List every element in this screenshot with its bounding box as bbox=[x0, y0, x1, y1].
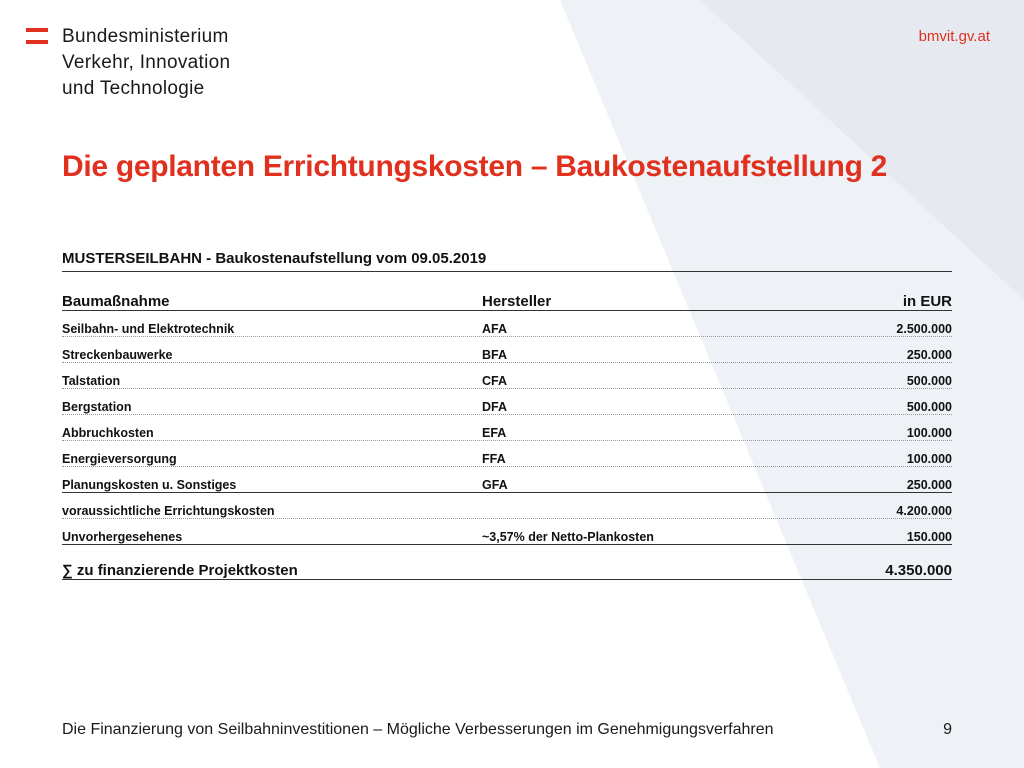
cell-amount: 500.000 bbox=[906, 400, 952, 414]
column-header: Hersteller bbox=[482, 293, 552, 310]
cell-manufacturer: FFA bbox=[482, 452, 506, 466]
austrian-flag-icon bbox=[26, 28, 48, 47]
subtotal-row bbox=[62, 493, 952, 519]
logo-line: Bundesministerium bbox=[62, 26, 229, 47]
cell-manufacturer: CFA bbox=[482, 374, 507, 388]
contingency-amount: 150.000 bbox=[906, 530, 952, 544]
column-header: Baumaßnahme bbox=[62, 293, 170, 310]
column-header: in EUR bbox=[902, 293, 952, 310]
contingency-note: ~3,57% der Netto-Plankosten bbox=[482, 530, 654, 544]
total-amount: 4.350.000 bbox=[885, 562, 952, 579]
table-row bbox=[62, 415, 952, 441]
cell-manufacturer: DFA bbox=[482, 400, 507, 414]
cell-amount: 500.000 bbox=[906, 374, 952, 388]
cell-measure: Talstation bbox=[62, 374, 121, 388]
cell-amount: 2.500.000 bbox=[896, 322, 952, 336]
ministry-name bbox=[62, 24, 302, 102]
cell-measure: Bergstation bbox=[62, 400, 132, 414]
table-row bbox=[62, 389, 952, 415]
total-row bbox=[62, 545, 952, 580]
cell-amount: 250.000 bbox=[906, 478, 952, 492]
cell-amount: 100.000 bbox=[906, 452, 952, 466]
logo-line: Verkehr, Innovation bbox=[62, 52, 231, 73]
cell-manufacturer: GFA bbox=[482, 478, 508, 492]
cell-manufacturer: BFA bbox=[482, 348, 507, 362]
page-number: 9 bbox=[943, 721, 952, 738]
subtotal-amount: 4.200.000 bbox=[896, 504, 952, 518]
contingency-row bbox=[62, 519, 952, 545]
total-label: ∑ zu finanzierende Projektkosten bbox=[62, 562, 298, 579]
logo-line: und Technologie bbox=[62, 78, 205, 99]
cell-manufacturer: EFA bbox=[482, 426, 507, 440]
table-row bbox=[62, 337, 952, 363]
table-row bbox=[62, 363, 952, 389]
footer-text: Die Finanzierung von Seilbahninvestitionen – Mögliche Verbesserungen im Genehmigungsverfahren bbox=[62, 721, 774, 738]
cell-measure: Planungskosten u. Sonstiges bbox=[62, 478, 237, 492]
table-row bbox=[62, 441, 952, 467]
website-link[interactable]: bmvit.gv.at bbox=[918, 28, 990, 45]
contingency-label: Unvorhergesehenes bbox=[62, 530, 183, 544]
cell-measure: Streckenbauwerke bbox=[62, 348, 173, 362]
table-caption: MUSTERSEILBAHN - Baukostenaufstellung vom 09.05.2019 bbox=[62, 250, 952, 272]
cell-amount: 250.000 bbox=[906, 348, 952, 362]
cell-measure: Abbruchkosten bbox=[62, 426, 154, 440]
table-header-row bbox=[62, 290, 952, 311]
slide-title: Die geplanten Errichtungskosten – Baukostenaufstellung 2 bbox=[62, 150, 888, 183]
table-row bbox=[62, 467, 952, 493]
cell-measure: Seilbahn- und Elektrotechnik bbox=[62, 322, 235, 336]
cell-amount: 100.000 bbox=[906, 426, 952, 440]
cost-table bbox=[62, 250, 952, 580]
subtotal-label: voraussichtliche Errichtungskosten bbox=[62, 504, 275, 518]
table-row bbox=[62, 311, 952, 337]
cell-manufacturer: AFA bbox=[482, 322, 507, 336]
cell-measure: Energieversorgung bbox=[62, 452, 177, 466]
